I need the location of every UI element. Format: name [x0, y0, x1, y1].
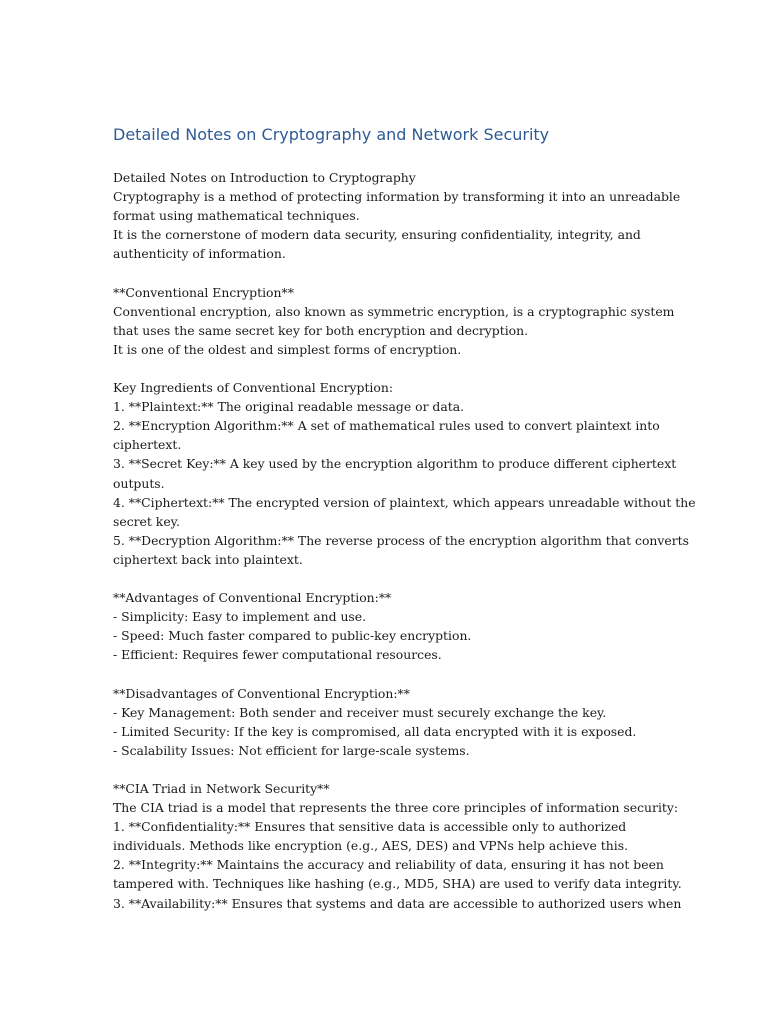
section-heading: **Advantages of Conventional Encryption:** [113, 590, 392, 606]
section-intro [113, 168, 681, 263]
section-heading: **Disadvantages of Conventional Encryption:** [113, 685, 410, 701]
list-item-line: - Limited Security: If the key is compromised, all data encrypted with it is exposed. [113, 723, 637, 739]
list-item-line: tampered with. Techniques like hashing (e.g., MD5, SHA) are used to verify data integrity. [113, 876, 682, 892]
paragraph-gap [113, 359, 673, 378]
paragraph-line: that uses the same secret key for both encryption and decryption. [113, 322, 529, 338]
list-item-line: - Speed: Much faster compared to public-key encryption. [113, 628, 472, 644]
list-item-line: 2. **Integrity:** Maintains the accuracy and reliability of data, ensuring it has not been [113, 857, 664, 873]
section-heading: Key Ingredients of Conventional Encryption: [113, 380, 394, 396]
list-item-line: - Key Management: Both sender and receiver must securely exchange the key. [113, 704, 607, 720]
paragraph-gap [113, 263, 673, 282]
list-item-line: - Efficient: Requires fewer computational resources. [113, 647, 442, 663]
section-heading: Detailed Notes on Introduction to Cryptography [113, 170, 416, 185]
paragraph-line: format using mathematical techniques. [113, 208, 360, 224]
list-item-line: 1. **Confidentiality:** Ensures that sensitive data is accessible only to authorized [113, 819, 627, 835]
document-body [113, 168, 696, 913]
document-title: Detailed Notes on Cryptography and Network Security [113, 125, 550, 144]
section-disadvantages [113, 684, 673, 760]
list-item-line: 1. **Plaintext:** The original readable message or data. [113, 399, 465, 415]
paragraph-gap [113, 664, 673, 683]
section-heading: **CIA Triad in Network Security** [113, 781, 330, 796]
paragraph-line: authenticity of information. [113, 246, 286, 262]
list-item-line: - Simplicity: Easy to implement and use. [113, 609, 367, 625]
paragraph-line: Conventional encryption, also known as symmetric encryption, is a cryptographic system [113, 303, 675, 319]
list-item-line: 4. **Ciphertext:** The encrypted version of plaintext, which appears unreadable without the [113, 494, 696, 510]
list-item-line: ciphertext. [113, 437, 182, 453]
paragraph-gap [113, 569, 673, 588]
list-item-line: outputs. [113, 475, 165, 491]
list-item-line: 2. **Encryption Algorithm:** A set of mathematical rules used to convert plaintext into [113, 418, 660, 434]
paragraph-line: Cryptography is a method of protecting information by transforming it into an unreadable [113, 189, 681, 205]
list-item-line: secret key. [113, 513, 180, 529]
section-advantages [113, 588, 673, 664]
list-item-line: individuals. Methods like encryption (e.g., AES, DES) and VPNs help achieve this. [113, 838, 629, 854]
list-item-line: 3. **Secret Key:** A key used by the encryption algorithm to produce different ciphertext [113, 456, 677, 472]
paragraph-line: It is the cornerstone of modern data security, ensuring confidentiality, integrity, and [113, 227, 641, 243]
section-key-ingredients [113, 378, 696, 569]
section-conventional-encryption [113, 283, 673, 359]
list-item-line: - Scalability Issues: Not efficient for large-scale systems. [113, 742, 470, 758]
paragraph-line: The CIA triad is a model that represents the three core principles of information security: [113, 800, 679, 816]
list-item-line: 5. **Decryption Algorithm:** The reverse process of the encryption algorithm that converts [113, 532, 689, 548]
list-item-line: ciphertext back into plaintext. [113, 551, 303, 567]
section-heading: **Conventional Encryption** [113, 284, 294, 300]
paragraph-gap [113, 760, 673, 779]
paragraph-line: It is one of the oldest and simplest forms of encryption. [113, 341, 462, 357]
section-cia-triad [113, 779, 682, 913]
list-item-line: 3. **Availability:** Ensures that systems and data are accessible to authorized users when [113, 895, 682, 911]
